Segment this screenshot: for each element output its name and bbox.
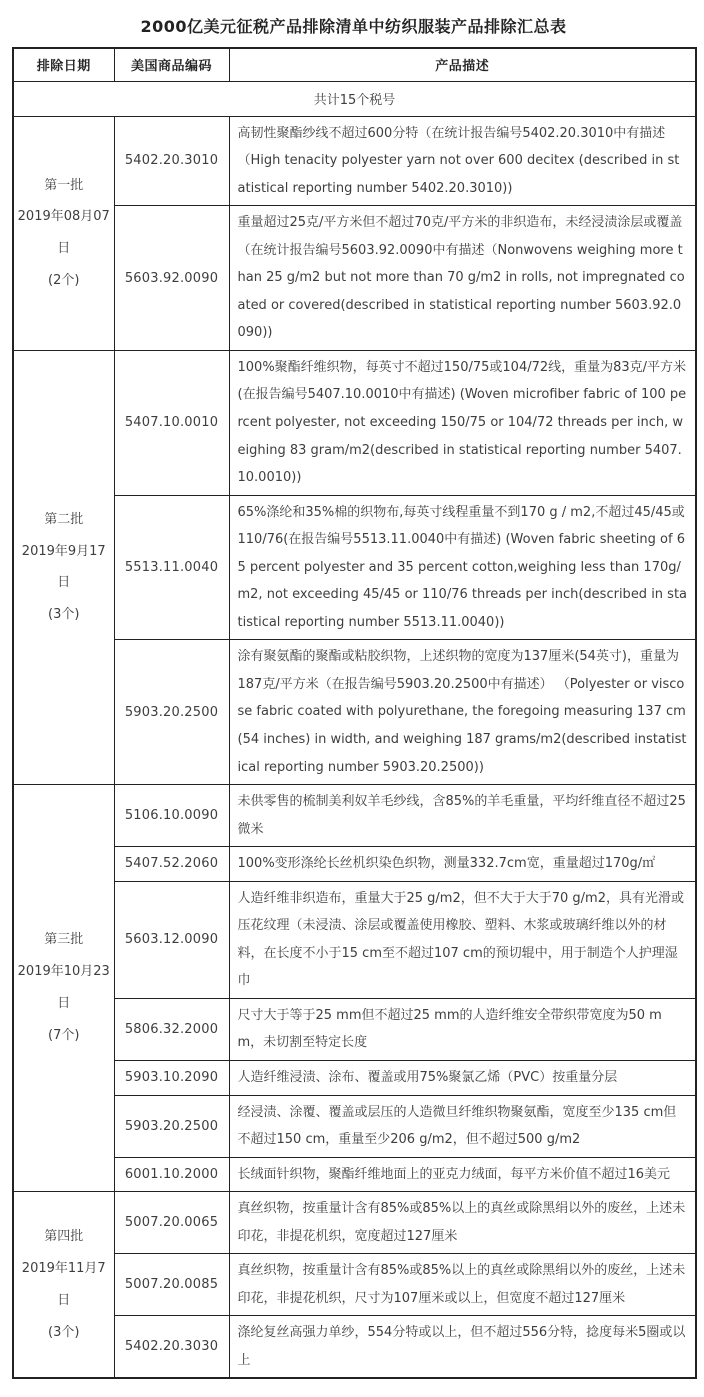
batch-date: 2019年9月17日 xyxy=(21,543,106,591)
batch-1-date-cell xyxy=(13,116,114,350)
header-row xyxy=(13,48,696,81)
summary-row xyxy=(13,81,696,116)
product-desc-cell: 真丝织物，按重量计含有85%或85%以上的真丝或除黑绢以外的废丝，上述未印花，非提花机织，宽度超过127厘米 xyxy=(229,1192,696,1254)
product-desc-cell: 100%聚酯纤维织物，每英寸不超过150/75或104/72线，重量为83克/平方米(在报告编号5407.10.0010中有描述) (Woven microfiber fabric of 100 percent polyester, not exceeding 150/75 or 104/72 threads per inch, weighing 83 gram/m2(described in statistical reporting number 5407.10.0010)) xyxy=(229,350,696,495)
batch-3-date-cell xyxy=(13,785,114,1192)
batch-date: 2019年10月23日 xyxy=(17,964,110,1012)
product-desc-cell: 涂有聚氨酯的聚酯或粘胶织物，上述织物的宽度为137厘米(54英寸)，重量为187克/平方米（在报告编号5903.20.2500中有描述） （Polyester or viscose fabric coated with polyurethane, the foregoing measuring 137 cm (54 inches) in width, and weighing 187 grams/m2(described instatistical reporting number 5903.20.2500)) xyxy=(229,640,696,785)
total-tax-codes-note: 共计15个税号 xyxy=(13,81,696,116)
batch-label: 第四批 xyxy=(44,1229,84,1245)
table-row xyxy=(13,847,696,882)
hs-code-cell: 5007.20.0085 xyxy=(114,1254,229,1316)
batch-label: 第一批 xyxy=(44,177,84,193)
hs-code-cell: 5513.11.0040 xyxy=(114,495,229,640)
batch-label: 第二批 xyxy=(44,511,84,527)
table-row xyxy=(13,785,696,847)
table-row xyxy=(13,881,696,998)
hs-code-cell: 5402.20.3010 xyxy=(114,116,229,206)
column-header-product-description: 产品描述 xyxy=(229,48,696,81)
table-row xyxy=(13,1061,696,1096)
column-header-exclusion-date: 排除日期 xyxy=(13,48,114,81)
hs-code-cell: 5903.20.2500 xyxy=(114,1095,229,1157)
exclusion-summary-table xyxy=(12,47,697,1379)
hs-code-cell: 5007.20.0065 xyxy=(114,1192,229,1254)
table-row xyxy=(13,1192,696,1254)
hs-code-cell: 5106.10.0090 xyxy=(114,785,229,847)
table-row xyxy=(13,1157,696,1192)
batch-date: 2019年08月07日 xyxy=(17,209,110,257)
table-row xyxy=(13,116,696,206)
hs-code-cell: 5903.20.2500 xyxy=(114,640,229,785)
product-desc-cell: 高韧性聚酯纱线不超过600分特（在统计报告编号5402.20.3010中有描述 （High tenacity polyester yarn not over 600 decitex (described in statistical reporting number 5402.20.3010)) xyxy=(229,116,696,206)
table-row xyxy=(13,206,696,351)
product-desc-cell: 经浸渍、涂覆、覆盖或层压的人造微旦纤维织物聚氨酯，宽度至少135 cm但不超过150 cm，重量至少206 g/m2，但不超过500 g/m2 xyxy=(229,1095,696,1157)
hs-code-cell: 6001.10.2000 xyxy=(114,1157,229,1192)
hs-code-cell: 5407.52.2060 xyxy=(114,847,229,882)
product-desc-cell: 重量超过25克/平方米但不超过70克/平方米的非织造布，未经浸渍涂层或覆盖（在统计报告编号5603.92.0090中有描述（Nonwovens weighing more than 25 g/m2 but not more than 70 g/m2 in rolls, not impregnated coated or covered(described in statistical reporting number 5603.92.0090)) xyxy=(229,206,696,351)
table-row xyxy=(13,998,696,1060)
product-desc-cell: 100%变形涤纶长丝机织染色织物，测量332.7cm宽，重量超过170g/㎡ xyxy=(229,847,696,882)
hs-code-cell: 5603.92.0090 xyxy=(114,206,229,351)
product-desc-cell: 尺寸大于等于25 mm但不超过25 mm的人造纤维安全带织带宽度为50 mm，未切割至特定长度 xyxy=(229,998,696,1060)
batch-date: 2019年11月7日 xyxy=(21,1260,106,1308)
hs-code-cell: 5806.32.2000 xyxy=(114,998,229,1060)
batch-count: (3个) xyxy=(48,1324,80,1340)
hs-code-cell: 5407.10.0010 xyxy=(114,350,229,495)
table-row xyxy=(13,1095,696,1157)
table-row xyxy=(13,350,696,495)
table-row xyxy=(13,1316,696,1379)
batch-4-date-cell xyxy=(13,1192,114,1379)
batch-count: (7个) xyxy=(48,1027,80,1043)
product-desc-cell: 涤纶复丝高强力单纱，554分特或以上，但不超过556分特，捻度每米5圈或以上 xyxy=(229,1316,696,1379)
hs-code-cell: 5603.12.0090 xyxy=(114,881,229,998)
batch-count: (2个) xyxy=(48,273,80,289)
product-desc-cell: 65%涤纶和35%棉的织物布,每英寸线程重量不到170 g / m2,不超过45/45或110/76(在报告编号5513.11.0040中有描述) (Woven fabric sheeting of 65 percent polyester and 35 percent cotton,weighing less than 170g/ m2, not exceeding 45/45 or 110/76 threads per inch(described in statistical reporting number 5513.11.0040)) xyxy=(229,495,696,640)
table-row xyxy=(13,640,696,785)
product-desc-cell: 长绒面针织物，聚酯纤维地面上的亚克力绒面，每平方米价值不超过16美元 xyxy=(229,1157,696,1192)
batch-2-date-cell xyxy=(13,350,114,784)
product-desc-cell: 真丝织物，按重量计含有85%或85%以上的真丝或除黑绢以外的废丝，上述未印花，非提花机织，尺寸为107厘米或以上，但宽度不超过127厘米 xyxy=(229,1254,696,1316)
hs-code-cell: 5903.10.2090 xyxy=(114,1061,229,1096)
column-header-us-hs-code: 美国商品编码 xyxy=(114,48,229,81)
table-row xyxy=(13,1254,696,1316)
batch-label: 第三批 xyxy=(44,932,84,948)
hs-code-cell: 5402.20.3030 xyxy=(114,1316,229,1379)
table-row xyxy=(13,495,696,640)
batch-count: (3个) xyxy=(48,607,80,623)
product-desc-cell: 人造纤维非织造布，重量大于25 g/m2，但不大于大于70 g/m2，具有光滑或压花纹理（未浸渍、涂层或覆盖使用橡胶、塑料、木浆或玻璃纤维以外的材料，在长度不小于15 cm至不超过107 cm的预切辊中，用于制造个人护理湿巾 xyxy=(229,881,696,998)
product-desc-cell: 未供零售的梳制美利奴羊毛纱线，含85%的羊毛重量，平均纤维直径不超过25微米 xyxy=(229,785,696,847)
page-title: 2000亿美元征税产品排除清单中纺织服装产品排除汇总表 xyxy=(140,17,567,36)
product-desc-cell: 人造纤维浸渍、涂布、覆盖或用75%聚氯乙烯（PVC）按重量分层 xyxy=(229,1061,696,1096)
